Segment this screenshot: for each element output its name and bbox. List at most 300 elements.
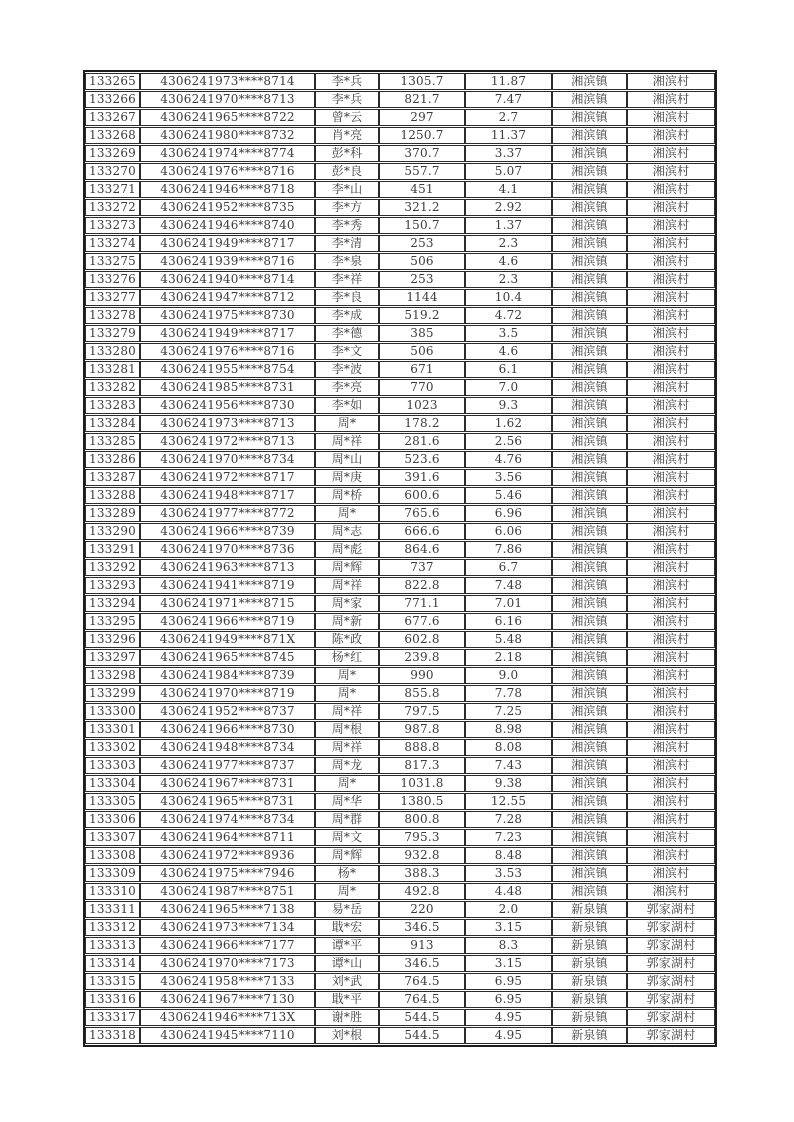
id-card-cell: 4306241939****8716	[140, 253, 315, 270]
amount-cell: 220	[379, 901, 465, 918]
id-card-cell: 4306241946****8740	[140, 217, 315, 234]
amount-cell: 519.2	[379, 307, 465, 324]
serial-cell: 133285	[85, 433, 140, 450]
amount-cell: 346.5	[379, 919, 465, 936]
name-cell: 周*	[315, 505, 379, 522]
name-cell: 谭*平	[315, 937, 379, 954]
secondary-amount-cell: 2.18	[465, 649, 552, 666]
id-card-cell: 4306241955****8754	[140, 361, 315, 378]
town-cell: 湘滨镇	[552, 703, 627, 720]
town-cell: 湘滨镇	[552, 775, 627, 792]
table-row	[85, 235, 715, 252]
amount-cell: 817.3	[379, 757, 465, 774]
secondary-amount-cell: 9.38	[465, 775, 552, 792]
id-card-cell: 4306241985****8731	[140, 379, 315, 396]
secondary-amount-cell: 6.06	[465, 523, 552, 540]
amount-cell: 677.6	[379, 613, 465, 630]
table-row	[85, 109, 715, 126]
table-row	[85, 289, 715, 306]
id-card-cell: 4306241972****8717	[140, 469, 315, 486]
table-row	[85, 649, 715, 666]
table-row	[85, 739, 715, 756]
amount-cell: 1023	[379, 397, 465, 414]
table-row	[85, 487, 715, 504]
table-row	[85, 505, 715, 522]
village-cell: 湘滨村	[627, 865, 715, 882]
table-row	[85, 955, 715, 972]
village-cell: 湘滨村	[627, 487, 715, 504]
village-cell: 湘滨村	[627, 325, 715, 342]
amount-cell: 239.8	[379, 649, 465, 666]
id-card-cell: 4306241980****8732	[140, 127, 315, 144]
town-cell: 新泉镇	[552, 901, 627, 918]
serial-cell: 133296	[85, 631, 140, 648]
name-cell: 戢*宏	[315, 919, 379, 936]
amount-cell: 388.3	[379, 865, 465, 882]
secondary-amount-cell: 7.48	[465, 577, 552, 594]
name-cell: 周*庚	[315, 469, 379, 486]
serial-cell: 133288	[85, 487, 140, 504]
secondary-amount-cell: 4.95	[465, 1027, 552, 1044]
secondary-amount-cell: 6.7	[465, 559, 552, 576]
name-cell: 周*	[315, 775, 379, 792]
name-cell: 周*	[315, 667, 379, 684]
serial-cell: 133276	[85, 271, 140, 288]
serial-cell: 133308	[85, 847, 140, 864]
id-card-cell: 4306241976****8716	[140, 343, 315, 360]
amount-cell: 557.7	[379, 163, 465, 180]
id-card-cell: 4306241945****7110	[140, 1027, 315, 1044]
name-cell: 曾*云	[315, 109, 379, 126]
town-cell: 湘滨镇	[552, 685, 627, 702]
amount-cell: 600.6	[379, 487, 465, 504]
village-cell: 湘滨村	[627, 253, 715, 270]
village-cell: 湘滨村	[627, 469, 715, 486]
serial-cell: 133272	[85, 199, 140, 216]
serial-cell: 133307	[85, 829, 140, 846]
amount-cell: 800.8	[379, 811, 465, 828]
town-cell: 湘滨镇	[552, 127, 627, 144]
table-row	[85, 163, 715, 180]
table-row	[85, 919, 715, 936]
serial-cell: 133295	[85, 613, 140, 630]
town-cell: 湘滨镇	[552, 235, 627, 252]
village-cell: 郭家湖村	[627, 937, 715, 954]
serial-cell: 133297	[85, 649, 140, 666]
village-cell: 郭家湖村	[627, 1009, 715, 1026]
secondary-amount-cell: 8.98	[465, 721, 552, 738]
name-cell: 李*亮	[315, 379, 379, 396]
id-card-cell: 4306241972****8713	[140, 433, 315, 450]
name-cell: 周*	[315, 685, 379, 702]
town-cell: 湘滨镇	[552, 271, 627, 288]
serial-cell: 133315	[85, 973, 140, 990]
serial-cell: 133267	[85, 109, 140, 126]
secondary-amount-cell: 8.08	[465, 739, 552, 756]
secondary-amount-cell: 9.3	[465, 397, 552, 414]
town-cell: 湘滨镇	[552, 415, 627, 432]
town-cell: 湘滨镇	[552, 199, 627, 216]
table-row	[85, 703, 715, 720]
town-cell: 湘滨镇	[552, 721, 627, 738]
town-cell: 湘滨镇	[552, 163, 627, 180]
village-cell: 湘滨村	[627, 559, 715, 576]
secondary-amount-cell: 2.0	[465, 901, 552, 918]
town-cell: 湘滨镇	[552, 325, 627, 342]
name-cell: 周*祥	[315, 739, 379, 756]
secondary-amount-cell: 11.87	[465, 73, 552, 90]
amount-cell: 391.6	[379, 469, 465, 486]
secondary-amount-cell: 7.01	[465, 595, 552, 612]
secondary-amount-cell: 8.48	[465, 847, 552, 864]
secondary-amount-cell: 10.4	[465, 289, 552, 306]
amount-cell: 888.8	[379, 739, 465, 756]
name-cell: 李*兵	[315, 73, 379, 90]
name-cell: 周*文	[315, 829, 379, 846]
id-card-cell: 4306241941****8719	[140, 577, 315, 594]
amount-cell: 150.7	[379, 217, 465, 234]
amount-cell: 797.5	[379, 703, 465, 720]
village-cell: 郭家湖村	[627, 991, 715, 1008]
id-card-cell: 4306241973****8714	[140, 73, 315, 90]
name-cell: 李*如	[315, 397, 379, 414]
village-cell: 湘滨村	[627, 793, 715, 810]
table-row	[85, 721, 715, 738]
town-cell: 湘滨镇	[552, 757, 627, 774]
town-cell: 新泉镇	[552, 937, 627, 954]
name-cell: 彭*科	[315, 145, 379, 162]
secondary-amount-cell: 5.46	[465, 487, 552, 504]
town-cell: 湘滨镇	[552, 181, 627, 198]
name-cell: 周*桥	[315, 487, 379, 504]
id-card-cell: 4306241977****8737	[140, 757, 315, 774]
id-card-cell: 4306241984****8739	[140, 667, 315, 684]
table-row	[85, 91, 715, 108]
table-row	[85, 775, 715, 792]
name-cell: 李*山	[315, 181, 379, 198]
serial-cell: 133309	[85, 865, 140, 882]
name-cell: 周*祥	[315, 703, 379, 720]
secondary-amount-cell: 7.86	[465, 541, 552, 558]
name-cell: 李*秀	[315, 217, 379, 234]
serial-cell: 133278	[85, 307, 140, 324]
name-cell: 刘*根	[315, 1027, 379, 1044]
town-cell: 新泉镇	[552, 973, 627, 990]
town-cell: 湘滨镇	[552, 433, 627, 450]
table-row	[85, 433, 715, 450]
name-cell: 周*祥	[315, 577, 379, 594]
serial-cell: 133270	[85, 163, 140, 180]
id-card-cell: 4306241956****8730	[140, 397, 315, 414]
village-cell: 湘滨村	[627, 361, 715, 378]
table-row	[85, 451, 715, 468]
village-cell: 湘滨村	[627, 739, 715, 756]
amount-cell: 990	[379, 667, 465, 684]
serial-cell: 133304	[85, 775, 140, 792]
village-cell: 湘滨村	[627, 109, 715, 126]
town-cell: 湘滨镇	[552, 523, 627, 540]
secondary-amount-cell: 5.48	[465, 631, 552, 648]
town-cell: 湘滨镇	[552, 217, 627, 234]
town-cell: 湘滨镇	[552, 379, 627, 396]
secondary-amount-cell: 6.95	[465, 991, 552, 1008]
serial-cell: 133274	[85, 235, 140, 252]
name-cell: 刘*武	[315, 973, 379, 990]
serial-cell: 133313	[85, 937, 140, 954]
amount-cell: 822.8	[379, 577, 465, 594]
name-cell: 李*文	[315, 343, 379, 360]
table-row	[85, 307, 715, 324]
id-card-cell: 4306241948****8734	[140, 739, 315, 756]
town-cell: 湘滨镇	[552, 883, 627, 900]
amount-cell: 764.5	[379, 991, 465, 1008]
table-row	[85, 1009, 715, 1026]
id-card-cell: 4306241967****8731	[140, 775, 315, 792]
id-card-cell: 4306241967****7130	[140, 991, 315, 1008]
id-card-cell: 4306241952****8735	[140, 199, 315, 216]
serial-cell: 133282	[85, 379, 140, 396]
village-cell: 湘滨村	[627, 613, 715, 630]
amount-cell: 1144	[379, 289, 465, 306]
town-cell: 湘滨镇	[552, 253, 627, 270]
secondary-amount-cell: 4.6	[465, 343, 552, 360]
village-cell: 郭家湖村	[627, 901, 715, 918]
serial-cell: 133284	[85, 415, 140, 432]
id-card-cell: 4306241973****7134	[140, 919, 315, 936]
town-cell: 湘滨镇	[552, 613, 627, 630]
name-cell: 李*方	[315, 199, 379, 216]
town-cell: 新泉镇	[552, 919, 627, 936]
table-row	[85, 757, 715, 774]
table-row	[85, 271, 715, 288]
name-cell: 周*群	[315, 811, 379, 828]
amount-cell: 346.5	[379, 955, 465, 972]
table-row	[85, 253, 715, 270]
name-cell: 谢*胜	[315, 1009, 379, 1026]
serial-cell: 133312	[85, 919, 140, 936]
village-cell: 湘滨村	[627, 721, 715, 738]
records-table	[83, 70, 717, 1047]
id-card-cell: 4306241966****8739	[140, 523, 315, 540]
secondary-amount-cell: 5.07	[465, 163, 552, 180]
village-cell: 湘滨村	[627, 127, 715, 144]
amount-cell: 370.7	[379, 145, 465, 162]
amount-cell: 771.1	[379, 595, 465, 612]
secondary-amount-cell: 7.43	[465, 757, 552, 774]
id-card-cell: 4306241949****8717	[140, 235, 315, 252]
serial-cell: 133266	[85, 91, 140, 108]
serial-cell: 133303	[85, 757, 140, 774]
name-cell: 周*华	[315, 793, 379, 810]
village-cell: 湘滨村	[627, 343, 715, 360]
secondary-amount-cell: 6.16	[465, 613, 552, 630]
secondary-amount-cell: 4.6	[465, 253, 552, 270]
village-cell: 湘滨村	[627, 199, 715, 216]
name-cell: 李*波	[315, 361, 379, 378]
amount-cell: 602.8	[379, 631, 465, 648]
secondary-amount-cell: 12.55	[465, 793, 552, 810]
id-card-cell: 4306241948****8717	[140, 487, 315, 504]
id-card-cell: 4306241949****8717	[140, 325, 315, 342]
name-cell: 周*新	[315, 613, 379, 630]
serial-cell: 133311	[85, 901, 140, 918]
serial-cell: 133290	[85, 523, 140, 540]
table-row	[85, 631, 715, 648]
serial-cell: 133292	[85, 559, 140, 576]
village-cell: 湘滨村	[627, 811, 715, 828]
town-cell: 新泉镇	[552, 1009, 627, 1026]
serial-cell: 133289	[85, 505, 140, 522]
table-row	[85, 613, 715, 630]
id-card-cell: 4306241966****8730	[140, 721, 315, 738]
amount-cell: 492.8	[379, 883, 465, 900]
town-cell: 新泉镇	[552, 991, 627, 1008]
town-cell: 湘滨镇	[552, 505, 627, 522]
secondary-amount-cell: 9.0	[465, 667, 552, 684]
table-row	[85, 847, 715, 864]
secondary-amount-cell: 2.3	[465, 271, 552, 288]
secondary-amount-cell: 2.92	[465, 199, 552, 216]
name-cell: 李*祥	[315, 271, 379, 288]
amount-cell: 1380.5	[379, 793, 465, 810]
town-cell: 新泉镇	[552, 1027, 627, 1044]
secondary-amount-cell: 3.15	[465, 919, 552, 936]
amount-cell: 987.8	[379, 721, 465, 738]
secondary-amount-cell: 1.37	[465, 217, 552, 234]
amount-cell: 506	[379, 253, 465, 270]
amount-cell: 913	[379, 937, 465, 954]
village-cell: 湘滨村	[627, 271, 715, 288]
name-cell: 李*清	[315, 235, 379, 252]
name-cell: 李*成	[315, 307, 379, 324]
secondary-amount-cell: 2.7	[465, 109, 552, 126]
name-cell: 杨*	[315, 865, 379, 882]
table-row	[85, 793, 715, 810]
village-cell: 湘滨村	[627, 667, 715, 684]
name-cell: 肖*亮	[315, 127, 379, 144]
id-card-cell: 4306241975****8730	[140, 307, 315, 324]
town-cell: 湘滨镇	[552, 289, 627, 306]
table-row	[85, 181, 715, 198]
id-card-cell: 4306241987****8751	[140, 883, 315, 900]
town-cell: 湘滨镇	[552, 667, 627, 684]
name-cell: 周*山	[315, 451, 379, 468]
table-row	[85, 145, 715, 162]
id-card-cell: 4306241952****8737	[140, 703, 315, 720]
town-cell: 湘滨镇	[552, 631, 627, 648]
name-cell: 周*辉	[315, 559, 379, 576]
table-row	[85, 901, 715, 918]
village-cell: 湘滨村	[627, 217, 715, 234]
secondary-amount-cell: 7.23	[465, 829, 552, 846]
town-cell: 湘滨镇	[552, 469, 627, 486]
id-card-cell: 4306241964****8711	[140, 829, 315, 846]
id-card-cell: 4306241966****8719	[140, 613, 315, 630]
village-cell: 郭家湖村	[627, 955, 715, 972]
id-card-cell: 4306241963****8713	[140, 559, 315, 576]
table-row	[85, 325, 715, 342]
village-cell: 湘滨村	[627, 703, 715, 720]
serial-cell: 133300	[85, 703, 140, 720]
serial-cell: 133298	[85, 667, 140, 684]
village-cell: 湘滨村	[627, 307, 715, 324]
id-card-cell: 4306241965****7138	[140, 901, 315, 918]
serial-cell: 133294	[85, 595, 140, 612]
amount-cell: 765.6	[379, 505, 465, 522]
secondary-amount-cell: 6.95	[465, 973, 552, 990]
town-cell: 湘滨镇	[552, 91, 627, 108]
town-cell: 湘滨镇	[552, 487, 627, 504]
id-card-cell: 4306241975****7946	[140, 865, 315, 882]
name-cell: 周*龙	[315, 757, 379, 774]
serial-cell: 133269	[85, 145, 140, 162]
secondary-amount-cell: 4.76	[465, 451, 552, 468]
town-cell: 湘滨镇	[552, 595, 627, 612]
secondary-amount-cell: 3.53	[465, 865, 552, 882]
id-card-cell: 4306241974****8774	[140, 145, 315, 162]
name-cell: 周*根	[315, 721, 379, 738]
serial-cell: 133316	[85, 991, 140, 1008]
secondary-amount-cell: 2.3	[465, 235, 552, 252]
name-cell: 周*彪	[315, 541, 379, 558]
amount-cell: 321.2	[379, 199, 465, 216]
name-cell: 李*泉	[315, 253, 379, 270]
town-cell: 湘滨镇	[552, 793, 627, 810]
table-row	[85, 577, 715, 594]
amount-cell: 671	[379, 361, 465, 378]
town-cell: 湘滨镇	[552, 307, 627, 324]
village-cell: 郭家湖村	[627, 919, 715, 936]
secondary-amount-cell: 8.3	[465, 937, 552, 954]
name-cell: 彭*良	[315, 163, 379, 180]
secondary-amount-cell: 4.95	[465, 1009, 552, 1026]
amount-cell: 855.8	[379, 685, 465, 702]
serial-cell: 133293	[85, 577, 140, 594]
serial-cell: 133265	[85, 73, 140, 90]
village-cell: 湘滨村	[627, 685, 715, 702]
name-cell: 谭*山	[315, 955, 379, 972]
village-cell: 湘滨村	[627, 289, 715, 306]
id-card-cell: 4306241966****7177	[140, 937, 315, 954]
village-cell: 郭家湖村	[627, 973, 715, 990]
id-card-cell: 4306241965****8731	[140, 793, 315, 810]
serial-cell: 133286	[85, 451, 140, 468]
town-cell: 湘滨镇	[552, 847, 627, 864]
town-cell: 湘滨镇	[552, 343, 627, 360]
town-cell: 湘滨镇	[552, 73, 627, 90]
table-row	[85, 991, 715, 1008]
table-row	[85, 541, 715, 558]
town-cell: 湘滨镇	[552, 559, 627, 576]
table-row	[85, 415, 715, 432]
serial-cell: 133281	[85, 361, 140, 378]
serial-cell: 133287	[85, 469, 140, 486]
village-cell: 湘滨村	[627, 163, 715, 180]
id-card-cell: 4306241971****8715	[140, 595, 315, 612]
town-cell: 湘滨镇	[552, 109, 627, 126]
serial-cell: 133302	[85, 739, 140, 756]
village-cell: 湘滨村	[627, 847, 715, 864]
amount-cell: 770	[379, 379, 465, 396]
amount-cell: 451	[379, 181, 465, 198]
village-cell: 湘滨村	[627, 757, 715, 774]
table-row	[85, 1027, 715, 1044]
secondary-amount-cell: 6.1	[465, 361, 552, 378]
table-row	[85, 217, 715, 234]
serial-cell: 133310	[85, 883, 140, 900]
secondary-amount-cell: 7.28	[465, 811, 552, 828]
table-row	[85, 865, 715, 882]
